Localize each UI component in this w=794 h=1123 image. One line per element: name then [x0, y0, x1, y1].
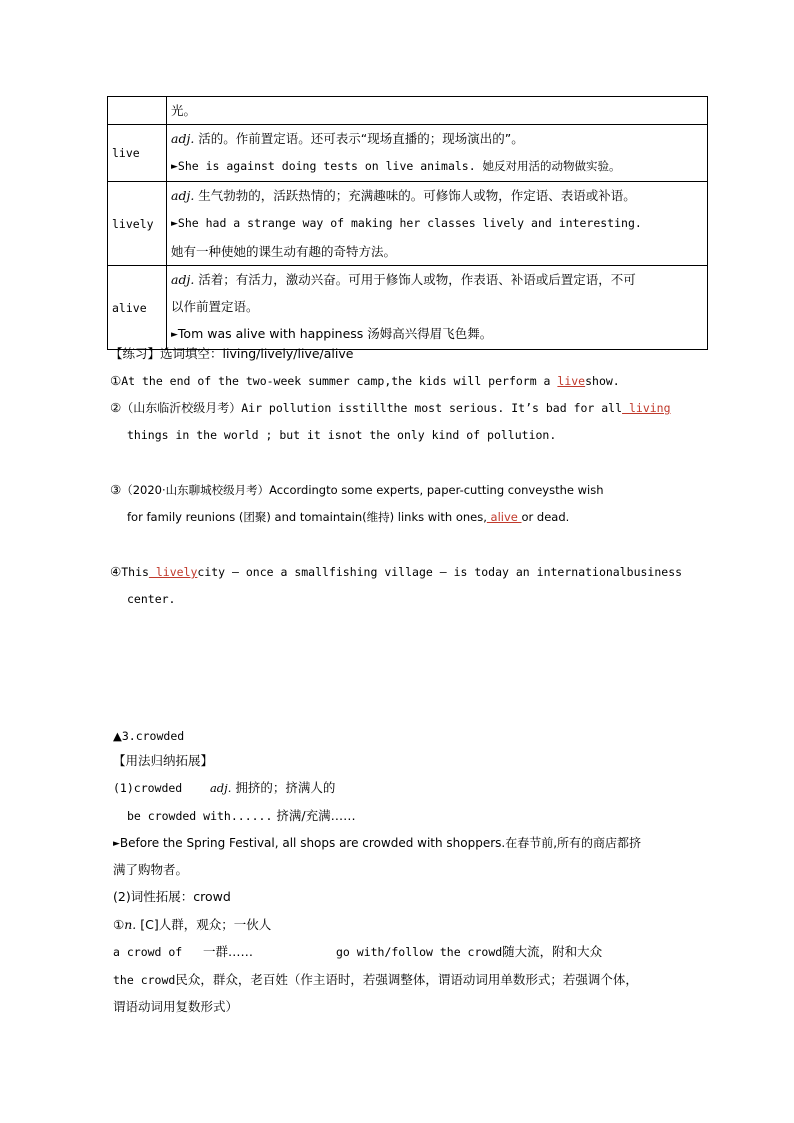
phrase-a-crowd-of: a crowd of 一群……: [113, 944, 254, 959]
section-heading: ▲3.crowded: [113, 729, 185, 743]
phrase-be-crowded-with: be crowded with...... 挤满/充满……: [127, 808, 356, 823]
phrase-go-with-the-crowd: go with/follow the crowd随大流，附和大众: [336, 944, 603, 959]
usage-item-1: (1)crowded adj. 拥挤的；挤满人的: [113, 780, 336, 795]
word-cell: [108, 97, 167, 125]
usage-item-2: (2)词性拓展：crowd: [113, 889, 231, 904]
bullet-triangle-icon: ►: [113, 839, 120, 849]
exercise-q1: ①At the end of the two-week summer camp,the kids will perform a liveshow.: [110, 373, 620, 388]
phrase-the-crowd-line2: 谓语动词用复数形式）: [113, 999, 239, 1014]
table-row: [108, 125, 708, 182]
table-row: [108, 182, 708, 266]
triangle-icon: ▲: [113, 729, 122, 743]
answer: lively: [148, 565, 198, 579]
exercise-q3: ③（2020·山东聊城校级月考）Accordingto some experts, paper-cutting conveysthe wish: [110, 482, 604, 497]
exercise-q2: ②（山东临沂校级月考）Air pollution isstillthe most serious. It’s bad for all living: [110, 400, 671, 415]
word-cell: live: [108, 125, 167, 182]
exercise-q4-line2: center.: [127, 592, 176, 606]
definition-cell: adj. 活的。作前置定语。还可表示“现场直播的；现场演出的”。 ►She is against doing tests on live animals. 她反对用活的动物做实验。: [167, 125, 708, 182]
exercise-q4: ④This livelycity — once a smallfishing village — is today an internationalbusiness: [110, 564, 683, 579]
exercise-q3-line2: for family reunions (团聚) and tomaintain(维持) links with ones, alive or dead.: [127, 510, 570, 524]
table-row: [108, 266, 708, 350]
bullet-triangle-icon: ►: [171, 219, 178, 229]
section-subheading: 【用法归纳拓展】: [113, 753, 214, 768]
example-1: ►Before the Spring Festival, all shops are crowded with shoppers.在春节前,所有的商店都挤: [113, 836, 642, 850]
phrase-the-crowd: the crowd民众，群众，老百姓（作主语时，若强调整体，谓语动词用单数形式；若强调个体，: [113, 972, 638, 987]
example-1-line2: 满了购物者。: [113, 862, 189, 877]
definition-cell: 光。: [167, 97, 708, 125]
word-cell: alive: [108, 266, 167, 350]
definition-cell: adj. 生气勃勃的，活跃热情的；充满趣味的。可修饰人或物，作定语、表语或补语。 ►She had a strange way of making her classes lively and interesting. 她有一种使她的课生动有趣的奇特方法。: [167, 182, 708, 266]
bullet-triangle-icon: ►: [171, 162, 178, 172]
exercise-title: 【练习】选词填空：living/lively/live/alive: [110, 346, 354, 361]
word-cell: lively: [108, 182, 167, 266]
exercise-q2-line2: things in the world ; but it isnot the only kind of pollution.: [127, 428, 557, 442]
table-row: [108, 97, 708, 125]
noun-definition: ①n. [C]人群，观众；一伙人: [113, 917, 272, 932]
answer: living: [622, 401, 671, 415]
vocabulary-table: [107, 96, 708, 350]
answer: live: [557, 374, 586, 388]
bullet-triangle-icon: ►: [171, 330, 178, 340]
answer: alive: [486, 510, 522, 524]
definition-cell: adj. 活着；有活力，激动兴奋。可用于修饰人或物，作表语、补语或后置定语，不可 以作前置定语。 ►Tom was alive with happiness 汤姆高兴得眉飞色舞。: [167, 266, 708, 350]
